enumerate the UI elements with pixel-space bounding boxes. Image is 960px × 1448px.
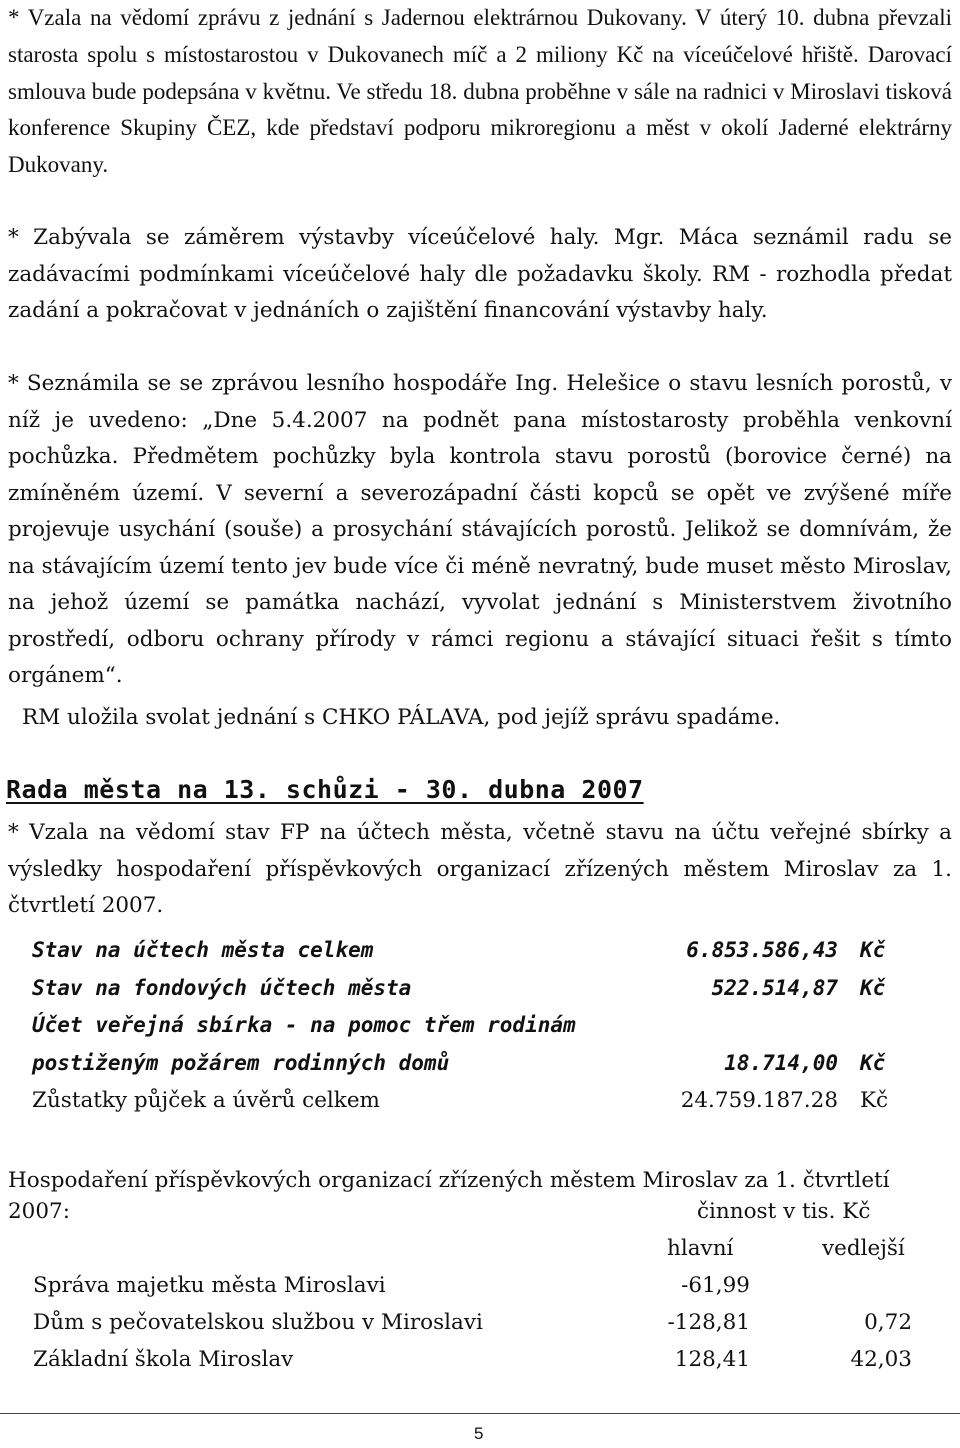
main-activity-value: -61,99 xyxy=(681,1273,750,1298)
loans-amount: 24.759.187.28 xyxy=(680,1088,838,1113)
paragraph-chko: RM uložila svolat jednání s CHKO PÁLAVA, pod jejíž správu spadáme. xyxy=(22,705,781,730)
column-side-header: vedlejší xyxy=(822,1236,905,1261)
section-heading: Rada města na 13. schůzi - 30. dubna 2007 xyxy=(6,775,644,804)
organization-name: Správa majetku města Miroslavi xyxy=(33,1273,386,1298)
activity-header: činnost v tis. Kč xyxy=(697,1199,871,1224)
account-currency: Kč xyxy=(860,938,886,962)
main-activity-value: -128,81 xyxy=(667,1310,750,1335)
account-amount: 522.514,87 xyxy=(711,975,838,1000)
hospodareni-intro: Hospodaření příspěvkových organizací zřízených městem Miroslav za 1. čtvrtletí xyxy=(8,1168,890,1193)
account-label: Stav na fondových účtech města xyxy=(32,975,412,1000)
column-main-header: hlavní xyxy=(667,1236,734,1261)
account-currency: Kč xyxy=(860,975,886,1000)
paragraph-finance: * Vzala na vědomí stav FP na účtech města, včetně stavu na účtu veřejné sbírky a výsledky hospodaření příspěvkových organizací zřízených městem Miroslav za 1. čtvrtletí 2007. xyxy=(8,820,952,918)
account-label: postiženým požárem rodinných domů xyxy=(32,1050,450,1075)
account-amount: 18.714,00 xyxy=(724,1050,838,1075)
table-row xyxy=(0,1347,960,1383)
side-activity-value: 42,03 xyxy=(850,1347,912,1372)
account-row xyxy=(32,938,912,976)
loans-currency: Kč xyxy=(860,1088,889,1113)
account-row xyxy=(32,976,912,1014)
table-row xyxy=(0,1273,960,1309)
accounts-table xyxy=(32,938,912,1126)
hospodareni-year: 2007: xyxy=(8,1199,70,1224)
organization-name: Základní škola Miroslav xyxy=(33,1347,294,1372)
page-number: 5 xyxy=(474,1424,484,1443)
organization-name: Dům s pečovatelskou službou v Miroslavi xyxy=(33,1310,483,1335)
table-row xyxy=(0,1310,960,1346)
account-label: Stav na účtech města celkem xyxy=(32,938,374,962)
account-label: Účet veřejná sbírka - na pomoc třem rodinám xyxy=(32,1013,576,1037)
paragraph-forest: * Seznámila se se zprávou lesního hospodáře Ing. Helešice o stavu lesních porostů, v níž je uvedeno: „Dne 5.4.2007 na podnět pana místostarosty proběhla venkovní pochůzka. Předmětem pochůzky byla kontrola stavu porostů (borovice černé) na zmíněném území. V severní a severozápadní části kopců se opět ve zvýšené míře projevuje usychání (souše) a prosychání stávajících porostů. Jelikož se domnívám, že na stávajícím území tento jev bude více či méně nevratný, bude muset město Miroslav, na jehož území se památka nachází, vyvolat jednání s Ministerstvem životního prostředí, odboru ochrany přírody v rámci regionu a stávající situaci řešit s tímto orgánem“. xyxy=(8,371,952,688)
paragraph-dukovany: * Vzala na vědomí zprávu z jednání s Jadernou elektrárnou Dukovany. V úterý 10. dubna převzali starosta spolu s místostarostou v Dukovanech míč a 2 miliony Kč na víceúčelové hřiště. Darovací smlouva bude podepsána v květnu. Ve středu 18. dubna proběhne v sále na radnici v Miroslavi tisková konference Skupiny ČEZ, kde představí podporu mikroregionu a měst v okolí Jaderné elektrárny Dukovany. xyxy=(8,5,952,178)
account-currency: Kč xyxy=(860,1050,886,1075)
side-activity-value: 0,72 xyxy=(864,1310,912,1335)
loans-row xyxy=(32,1088,912,1126)
account-row xyxy=(32,1013,912,1051)
paragraph-hall: * Zabývala se záměrem výstavby víceúčelové haly. Mgr. Máca seznámil radu se zadávacími podmínkami víceúčelové haly dle požadavku školy. RM - rozhodla předat zadání a pokračovat v jednáních o zajištění financování výstavby haly. xyxy=(8,225,952,323)
footer-divider xyxy=(0,1413,960,1414)
account-row xyxy=(32,1051,912,1089)
main-activity-value: 128,41 xyxy=(674,1347,750,1372)
loans-label: Zůstatky půjček a úvěrů celkem xyxy=(32,1088,380,1113)
account-amount: 6.853.586,43 xyxy=(686,938,838,962)
